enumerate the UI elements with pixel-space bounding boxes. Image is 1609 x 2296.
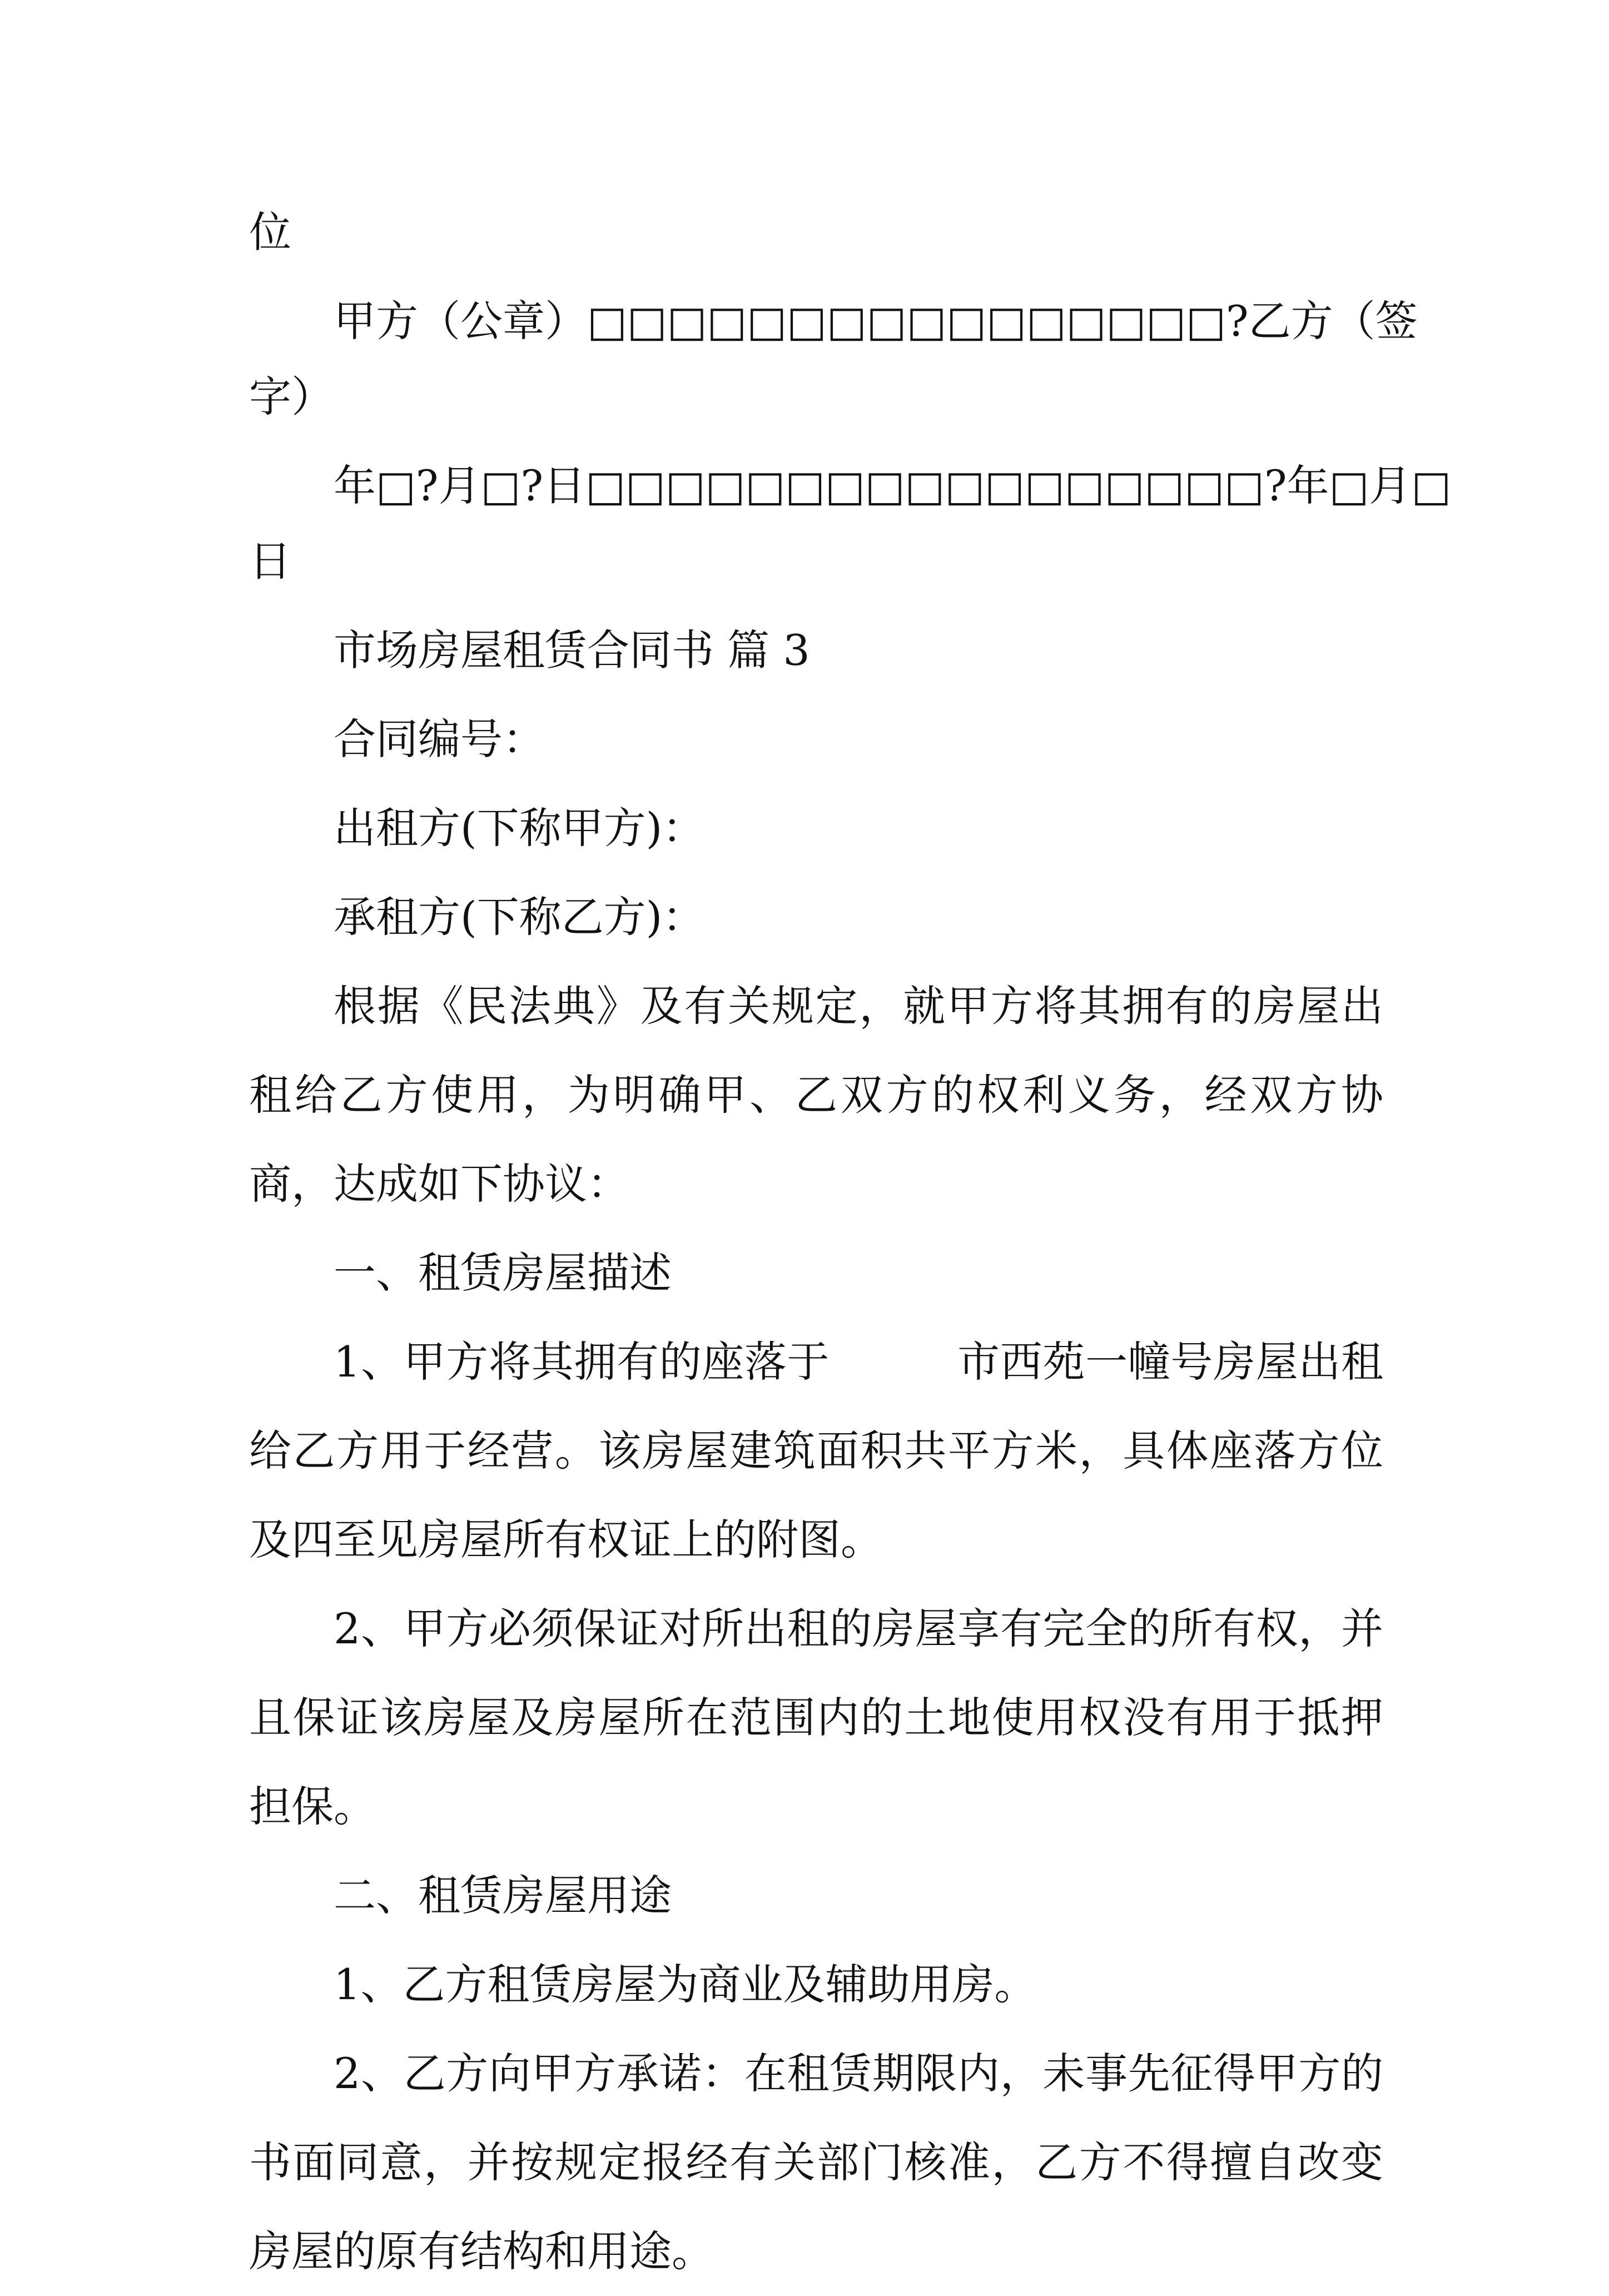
lessor-line: 出租方(下称甲方)： [334,803,705,853]
paragraph: 1、乙方租赁房屋为商业及辅助用房。 [334,1960,1037,2009]
text-line: 位 [249,207,291,257]
paragraph: 2、乙方向甲方承诺：在租赁期限内，未事先征得甲方的书面同意，并按规定报经有关部门核准，乙方不得擅自改变房屋的原有结构和用途。 [249,2049,1383,2276]
contract-number: 合同编号： [334,714,545,764]
date-line: 年□?月□?日□□□□□□□□□□□□□□□□□?年□月□ [334,461,1452,510]
section-title: 市场房屋租赁合同书 篇 3 [334,625,810,675]
paragraph: 根据《民法典》及有关规定，就甲方将其拥有的房屋出租给乙方使用，为明确甲、乙双方的权利义务，经双方协商，达成如下协议： [249,981,1383,1209]
text-line: 字） [249,372,334,421]
clause-heading: 二、租赁房屋用途 [334,1871,672,1920]
paragraph: 1、甲方将其拥有的座落于 市西苑一幢号房屋出租给乙方用于经营。该房屋建筑面积共平方米，具体座落方位及四至见房屋所有权证上的附图。 [249,1337,1383,1564]
text-line: 日 [249,536,291,586]
lessee-line: 承租方(下称乙方)： [334,892,705,942]
document-page [249,207,1452,2296]
clause-heading: 一、租赁房屋描述 [334,1248,672,1298]
paragraph: 2、甲方必须保证对所出租的房屋享有完全的所有权，并且保证该房屋及房屋所在范围内的土地使用权没有用于抵押担保。 [249,1604,1383,1831]
signature-line: 甲方（公章）□□□□□□□□□□□□□□□□?乙方（签 [334,296,1418,346]
